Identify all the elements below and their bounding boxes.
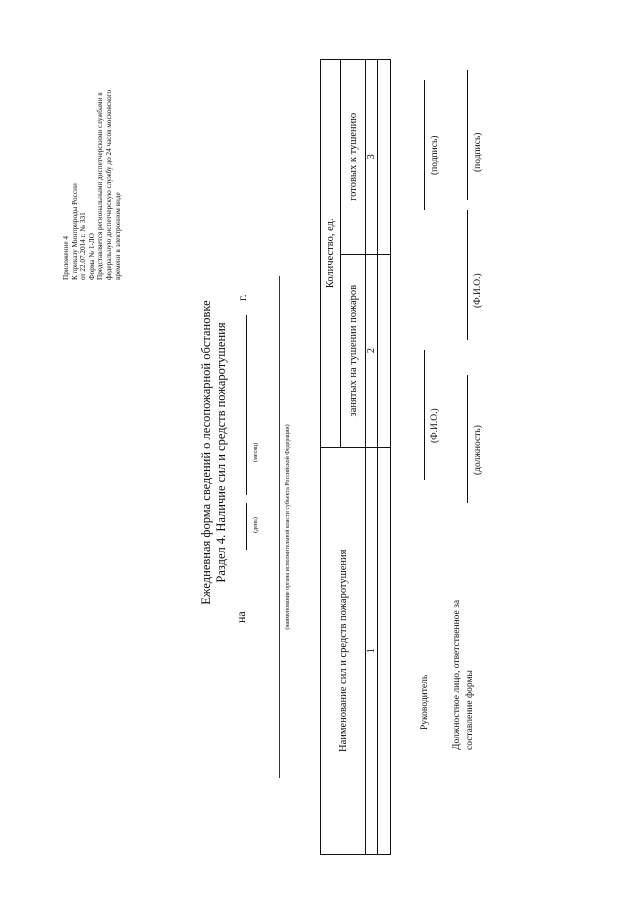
responsible-label-2: составление формы xyxy=(465,670,475,750)
section-title: Раздел 4. Наличие сил и средств пожаротушения xyxy=(214,322,228,583)
head-signature-line xyxy=(424,80,425,210)
authority-line xyxy=(279,276,280,778)
header-line: Представляется региональными диспетчерскими службами в xyxy=(96,92,105,280)
month-hint: (месяц) xyxy=(253,442,259,462)
year-suffix: г. xyxy=(235,294,249,301)
resp-fio-hint: (Ф.И.О.) xyxy=(473,273,483,308)
head-fio-line xyxy=(424,350,425,480)
header-line: Приложение 4 xyxy=(62,236,70,280)
col-header-name: Наименование сил и средств пожаротушения xyxy=(321,447,366,854)
month-line xyxy=(246,315,247,495)
table-row xyxy=(378,254,391,447)
resp-signature-hint: (подпись) xyxy=(473,132,483,172)
col-header-quantity: Количество, ед. xyxy=(321,60,341,448)
table-row xyxy=(378,60,391,255)
position-line xyxy=(467,375,468,503)
header-line: времени в электронном виде xyxy=(113,192,122,280)
day-line xyxy=(246,503,247,550)
header-line: федеральную диспетчерскую службу до 24 часов московского xyxy=(104,89,113,280)
forces-table xyxy=(320,59,391,855)
head-signature-hint: (подпись) xyxy=(430,135,440,175)
header-line: от 22.07.2014 г. № 331 xyxy=(79,212,88,280)
table-row xyxy=(378,447,391,854)
position-hint: (должность) xyxy=(473,425,483,475)
authority-hint: (наименование органа исполнительной власти субъекта Российской Федерации) xyxy=(285,424,291,630)
col-number: 1 xyxy=(366,447,378,854)
date-prefix: на xyxy=(234,611,248,623)
col-number: 2 xyxy=(366,254,378,447)
col-header-ready: готовых к тушению xyxy=(341,60,366,255)
header-line: К приказу Минприроды России xyxy=(70,183,79,280)
form-header-note xyxy=(62,0,122,280)
header-line: Форма № 1-ЛО xyxy=(87,233,96,280)
day-hint: (день) xyxy=(253,517,259,533)
head-label: Руководитель xyxy=(420,674,430,730)
responsible-label-1: Должностное лицо, ответственное за xyxy=(452,599,462,750)
head-fio-hint: (Ф.И.О.) xyxy=(430,408,440,443)
form-title: Ежедневная форма сведений о лесопожарной обстановке xyxy=(199,300,213,605)
col-header-busy: занятых на тушении пожаров xyxy=(341,254,366,447)
resp-signature-line xyxy=(467,70,468,200)
resp-fio-line xyxy=(467,210,468,340)
col-number: 3 xyxy=(366,60,378,255)
